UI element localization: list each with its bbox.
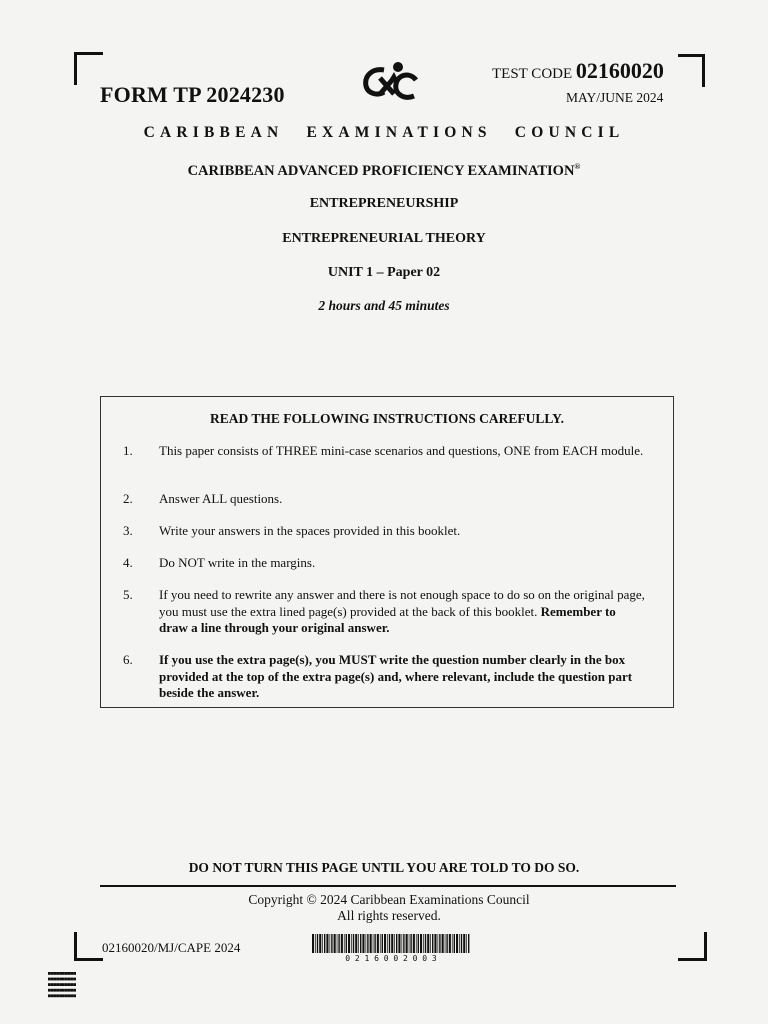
barcode-bar xyxy=(461,934,462,953)
qr-cell xyxy=(65,978,68,981)
instruction-number: 6. xyxy=(123,652,133,667)
instruction-number: 4. xyxy=(123,555,133,570)
qr-cell xyxy=(65,994,68,997)
barcode-bar xyxy=(438,934,439,953)
qr-cell xyxy=(56,983,59,986)
corner-mark-bottom-left xyxy=(74,932,103,961)
barcode-bar xyxy=(394,934,395,953)
barcode-bar xyxy=(418,934,419,953)
barcode-bar xyxy=(454,934,455,953)
qr-cell xyxy=(54,972,57,975)
do-not-turn-warning: DO NOT TURN THIS PAGE UNTIL YOU ARE TOLD TO DO SO. xyxy=(188,860,580,875)
barcode-bar xyxy=(420,934,422,953)
barcode-bar xyxy=(373,934,374,953)
barcode-bar xyxy=(427,934,429,953)
test-code-label: TEST CODE xyxy=(492,66,573,82)
qr-cell xyxy=(48,972,51,975)
barcode-bar xyxy=(425,934,426,953)
barcode-bar xyxy=(449,934,451,953)
unit-paper: UNIT 1 – Paper 02 xyxy=(327,265,441,280)
barcode-bar xyxy=(317,934,318,953)
qr-cell xyxy=(51,972,54,975)
barcode-bar xyxy=(319,934,321,953)
qr-cell xyxy=(70,994,73,997)
barcode-bar xyxy=(413,934,415,953)
barcode-bar xyxy=(446,934,447,953)
corner-mark-top-left xyxy=(74,52,103,85)
barcode-bar xyxy=(370,934,372,953)
barcode-bar xyxy=(423,934,424,953)
qr-cell xyxy=(68,983,71,986)
instruction-number: 1. xyxy=(123,443,133,458)
instruction-text-group xyxy=(159,587,647,637)
barcode-bar xyxy=(463,934,465,953)
qr-cell xyxy=(73,994,76,997)
barcode-bar xyxy=(466,934,467,953)
qr-cell xyxy=(62,983,65,986)
qr-cell xyxy=(54,994,57,997)
instruction-number: 2. xyxy=(123,491,133,506)
barcode-bar xyxy=(351,934,352,953)
qr-cell xyxy=(51,983,54,986)
qr-cell xyxy=(68,978,71,981)
qr-cell xyxy=(51,994,54,997)
qr-cell xyxy=(70,978,73,981)
qr-cell xyxy=(73,989,76,992)
instruction-number: 5. xyxy=(123,587,133,602)
barcode-bar xyxy=(409,934,410,953)
qr-cell xyxy=(62,994,65,997)
qr-cell xyxy=(56,978,59,981)
copyright xyxy=(0,892,768,924)
qr-code-icon xyxy=(48,972,76,1000)
qr-cell xyxy=(48,989,51,992)
qr-cell xyxy=(70,989,73,992)
barcode-bar xyxy=(330,934,331,953)
barcode-bar xyxy=(434,934,436,953)
barcode-bar xyxy=(326,934,328,953)
exam-session: MAY/JUNE 2024 xyxy=(566,90,664,105)
qr-cell xyxy=(65,972,68,975)
qr-cell xyxy=(48,994,51,997)
barcode-bar xyxy=(382,934,383,953)
registered-mark: ® xyxy=(574,162,581,171)
barcode-bar xyxy=(315,934,316,953)
barcode-bar xyxy=(391,934,393,953)
qr-cell xyxy=(54,978,57,981)
corner-mark-top-right xyxy=(678,54,705,87)
barcode-bar xyxy=(324,934,325,953)
barcode-bar xyxy=(377,934,379,953)
barcode-bar xyxy=(452,934,453,953)
barcode-digits: 0 2 1 6 0 0 2 0 0 3 xyxy=(345,954,437,962)
barcode-bar xyxy=(355,934,357,953)
qr-cell xyxy=(54,989,57,992)
qr-cell xyxy=(70,972,73,975)
qr-cell xyxy=(59,983,62,986)
barcode-bar xyxy=(344,934,345,953)
cxc-logo-icon xyxy=(354,58,424,108)
form-code: FORM TP 2024230 xyxy=(100,82,285,107)
barcode-bar xyxy=(398,934,400,953)
council-name: CARIBBEAN EXAMINATIONS COUNCIL xyxy=(143,124,625,141)
instruction-text: Answer ALL questions. xyxy=(159,491,283,506)
instruction-emphasis: Remember to draw a line through your original answer. xyxy=(159,603,616,635)
barcode-bar xyxy=(416,934,417,953)
barcode-bar xyxy=(468,934,469,953)
qr-cell xyxy=(62,989,65,992)
barcode-bar xyxy=(459,934,460,953)
barcode-bar xyxy=(341,934,343,953)
copyright-line: Copyright © 2024 Caribbean Examinations Council xyxy=(248,892,530,907)
qr-cell xyxy=(51,978,54,981)
barcode-bar xyxy=(367,934,368,953)
barcode-bar xyxy=(432,934,433,953)
instruction-emphasis: If you use the extra page(s), you MUST write the question number clearly in the box provided at the top of the extra page(s) and, where relevant, include the question part beside the answer. xyxy=(159,652,633,700)
barcode-bar xyxy=(410,934,411,953)
barcode-bar xyxy=(346,934,347,953)
barcode-bar xyxy=(445,934,446,953)
qr-cell xyxy=(59,994,62,997)
barcode-bar xyxy=(430,934,431,953)
qr-cell xyxy=(56,972,59,975)
qr-cell xyxy=(73,983,76,986)
barcode-bar xyxy=(312,934,314,953)
barcode-bar xyxy=(439,934,440,953)
qr-cell xyxy=(62,978,65,981)
barcode-bar xyxy=(353,934,354,953)
paper-title: ENTREPRENEURIAL THEORY xyxy=(282,231,486,246)
test-code-number: 02160020 xyxy=(575,58,664,83)
qr-cell xyxy=(68,989,71,992)
barcode-bar xyxy=(442,934,444,953)
qr-cell xyxy=(73,978,76,981)
qr-cell xyxy=(73,972,76,975)
barcode-bar xyxy=(389,934,390,953)
qr-cell xyxy=(56,989,59,992)
instructions-box xyxy=(100,396,674,708)
subject-title: ENTREPRENEURSHIP xyxy=(309,196,459,211)
barcode-bar xyxy=(387,934,388,953)
qr-cell xyxy=(65,989,68,992)
barcode-bar xyxy=(403,934,404,953)
barcode-bar xyxy=(456,934,458,953)
qr-cell xyxy=(70,983,73,986)
barcode-bar xyxy=(334,934,336,953)
instruction-text: Do NOT write in the margins. xyxy=(159,555,316,570)
barcode-bar xyxy=(366,934,367,953)
barcode-bar xyxy=(358,934,359,953)
exam-duration: 2 hours and 45 minutes xyxy=(318,298,450,313)
qr-cell xyxy=(62,972,65,975)
instruction-number: 3. xyxy=(123,523,133,538)
footer-divider xyxy=(100,885,676,887)
barcode-bar xyxy=(337,934,338,953)
instruction-text: Write your answers in the spaces provided in this booklet. xyxy=(159,523,461,538)
qr-cell xyxy=(59,989,62,992)
barcode-bar xyxy=(362,934,364,953)
qr-cell xyxy=(65,983,68,986)
booklet-code: 02160020/MJ/CAPE 2024 xyxy=(102,940,241,955)
rights-line: All rights reserved. xyxy=(337,908,441,923)
qr-cell xyxy=(48,983,51,986)
barcode-bar xyxy=(402,934,403,953)
qr-cell xyxy=(59,972,62,975)
exam-name xyxy=(0,162,768,180)
instruction-text: If you need to rewrite any answer and there is not enough space to do so on the original page, you must use the extra lined page(s) provided at the back of this booklet. xyxy=(159,587,645,619)
barcode-icon xyxy=(312,934,470,962)
barcode-bar xyxy=(380,934,381,953)
qr-cell xyxy=(51,989,54,992)
barcode-bar xyxy=(360,934,361,953)
instructions-heading: READ THE FOLLOWING INSTRUCTIONS CAREFULLY. xyxy=(210,411,564,426)
qr-cell xyxy=(54,983,57,986)
instruction-text: This paper consists of THREE mini-case scenarios and questions, ONE from EACH module. xyxy=(159,443,644,458)
barcode-bar xyxy=(331,934,332,953)
qr-cell xyxy=(48,978,51,981)
qr-cell xyxy=(59,978,62,981)
qr-cell xyxy=(68,994,71,997)
barcode-bar xyxy=(406,934,408,953)
barcode-bar xyxy=(384,934,386,953)
barcode-bar xyxy=(322,934,323,953)
exam-name-text: CARIBBEAN ADVANCED PROFICIENCY EXAMINATION xyxy=(187,162,575,179)
corner-mark-bottom-right xyxy=(678,932,707,961)
barcode-bar xyxy=(396,934,397,953)
qr-cell xyxy=(68,972,71,975)
barcode-bar xyxy=(338,934,339,953)
qr-cell xyxy=(56,994,59,997)
test-code xyxy=(492,58,664,84)
barcode-bar xyxy=(348,934,350,953)
barcode-bar xyxy=(374,934,375,953)
